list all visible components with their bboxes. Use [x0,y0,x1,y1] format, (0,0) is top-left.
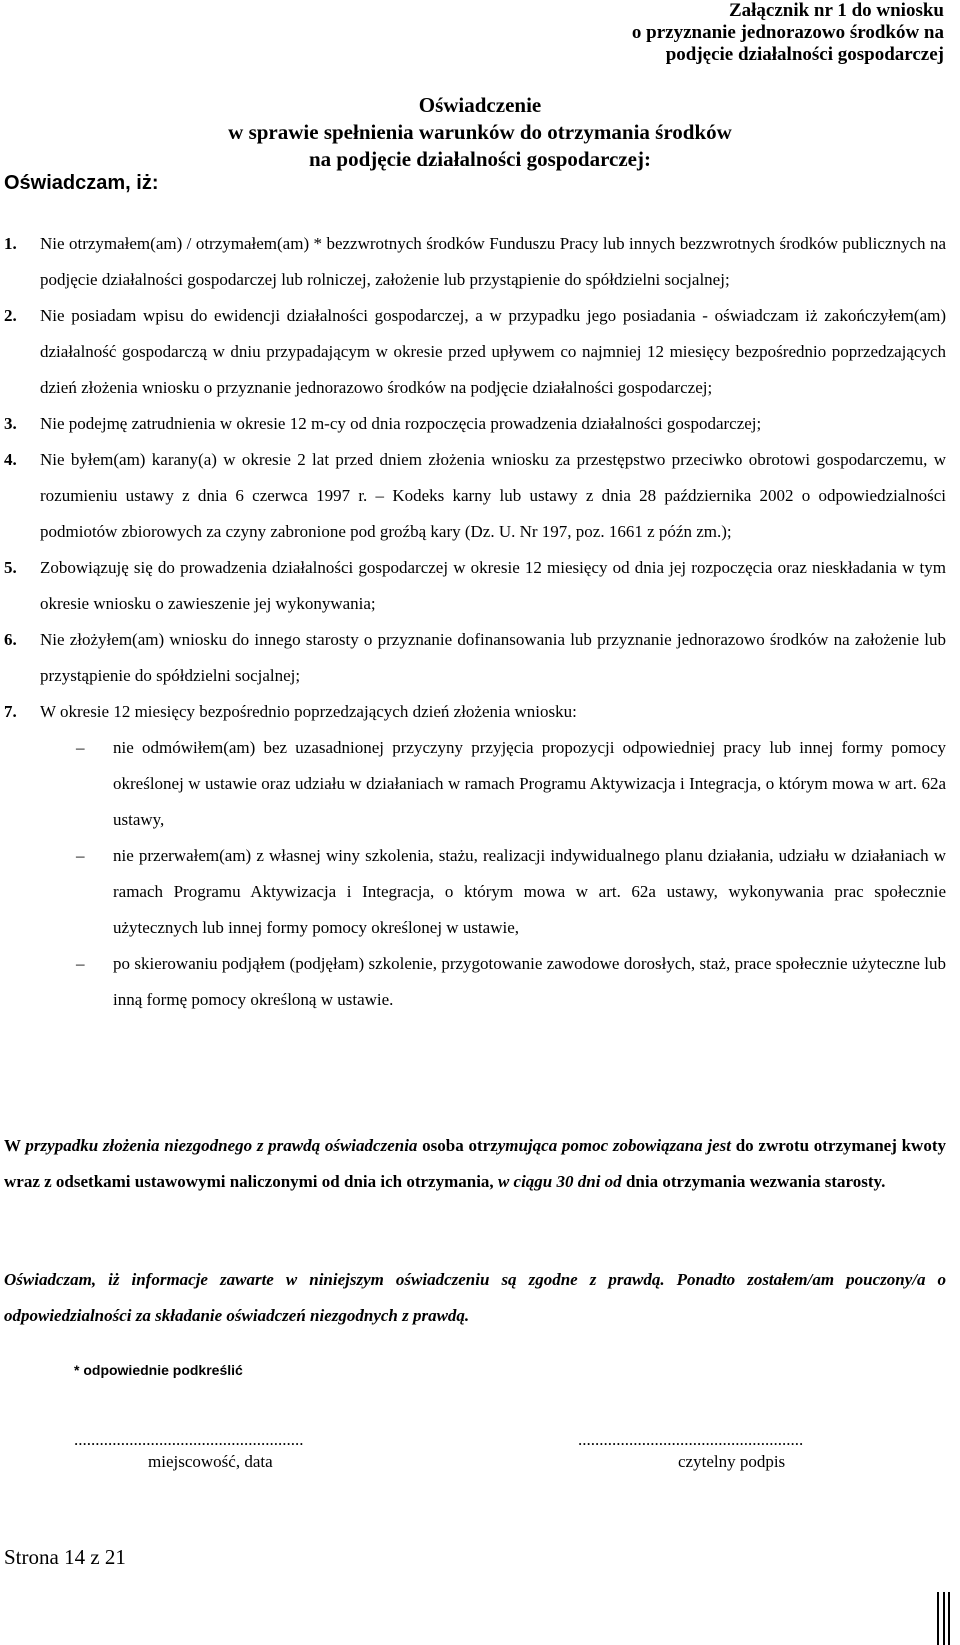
signature-label: czytelny podpis [678,1452,786,1471]
warning-part-italic: przypadku złożenia niezgodnego z prawdą oświadczenia [25,1136,418,1155]
warning-part: osoba otrz [417,1136,498,1155]
annex-line-3: podjęcie działalności gospodarczej [665,44,944,65]
sub-list-item [4,838,946,946]
annex-line-1: Załącznik nr 1 do wniosku [728,0,944,21]
footnote: * odpowiednie podkreślić [74,1362,243,1378]
page-number: Strona 14 z 21 [4,1545,126,1569]
item-text: Nie posiadam wpisu do ewidencji działalności gospodarczej, a w przypadku jego posiadania - oświadczam iż zakończyłem(am) działalność gospodarczą w dniu przypadającym w okresie przed upływem co najmniej 12 miesięcy bezpośrednio poprzedzających dzień złożenia wniosku o przyznanie jednorazowo środków na podjęcie działalności gospodarczej; [40,306,946,397]
sub-list [4,730,946,1018]
list-item [4,622,946,694]
item-text: Nie złożyłem(am) wniosku do innego starosty o przyznanie dofinansowania lub przyznanie jednorazowo środków na założenie lub przystąpienie do spółdzielni socjalnej; [40,630,946,685]
place-date-line: ...................................................... [74,1430,304,1449]
warning-part-italic: w ciągu 30 dni od [497,1172,622,1191]
title-line-3: na podjęcie działalności gospodarczej: [308,147,651,171]
list-item [4,226,946,298]
annex-header [544,0,944,66]
item-text: Nie byłem(am) karany(a) w okresie 2 lat przed dniem złożenia wniosku za przestępstwo przeciwko obrotowi gospodarczemu, w rozumieniu ustawy z dnia 6 czerwca 1997 r. – Kodeks karny lub ustawy z dnia 28 października 2002 o odpowiedzialności podmiotów zbiorowych za czyny zabronione pod groźbą kary (Dz. U. Nr 197, poz. 1661 z późn zm.); [40,450,946,541]
warning-part: dnia otrzymania wezwania starosty. [621,1172,886,1191]
item-text: W okresie 12 miesięcy bezpośrednio poprzedzających dzień złożenia wniosku: [40,702,577,721]
declaration-list [4,226,946,1018]
edge-line [943,1592,945,1645]
title-line-2: w sprawie spełnienia warunków do otrzymania środków [228,120,732,144]
liability-warning [4,1128,946,1200]
warning-part-italic: ymująca pomoc zobowiązana jest [497,1136,731,1155]
item-number: 3. [4,414,17,433]
sub-list-item [4,730,946,838]
list-item [4,694,946,730]
place-date-signature-field [74,1430,374,1472]
item-number: 6. [4,630,17,649]
sub-list-item [4,946,946,1018]
dash-bullet: – [76,738,85,757]
item-number: 1. [4,234,17,253]
warning-part: W [4,1136,26,1155]
item-text: Nie podejmę zatrudnienia w okresie 12 m-cy od dnia rozpoczęcia prowadzenia działalności gospodarczej; [40,414,762,433]
truthfulness-statement: Oświadczam, iż informacje zawarte w niniejszym oświadczeniu są zgodne z prawdą. Ponadto zostałem/am pouczony/a o odpowiedzialności za składanie oświadczeń niezgodnych z prawdą. [4,1270,946,1325]
item-text: Nie otrzymałem(am) / otrzymałem(am) * bezzwrotnych środków Funduszu Pracy lub innych bezzwrotnych środków publicznych na podjęcie działalności gospodarczej lub rolniczej, założenie lub przystąpienie do spółdzielni socjalnej; [40,234,946,289]
item-number: 4. [4,450,17,469]
annex-line-2: o przyznanie jednorazowo środków na [631,22,944,43]
list-item [4,406,946,442]
document-title [0,92,960,173]
item-number: 7. [4,702,17,721]
sub-item-text: po skierowaniu podjąłem (podjęłam) szkolenie, przygotowanie zawodowe dorosłych, staż, prace społecznie użyteczne lub inną formę pomocy określoną w ustawie. [113,954,946,1009]
edge-line [937,1592,939,1645]
list-item [4,442,946,550]
item-number: 2. [4,306,17,325]
item-text: Zobowiązuję się do prowadzenia działalności gospodarczej w okresie 12 miesięcy od dnia jej rozpoczęcia oraz nieskładania w tym okresie wniosku o zawieszenie jej wykonywania; [40,558,946,613]
item-number: 5. [4,558,17,577]
dash-bullet: – [76,954,85,973]
edge-line [948,1592,950,1645]
warning-part: do zwrotu otrzymanej kwoty wraz z odsetkami ustawowymi naliczonymi od dnia ich otrzymania, [4,1136,946,1191]
list-item [4,550,946,622]
signature-line: ..................................................... [578,1430,804,1449]
list-item [4,298,946,406]
title-line-1: Oświadczenie [418,93,542,117]
declaration-intro: Oświadczam, iż: [4,172,159,194]
place-date-label: miejscowość, data [148,1452,273,1471]
sub-item-text: nie przerwałem(am) z własnej winy szkolenia, stażu, realizacji indywidualnego planu działania, udziału w działaniach w ramach Programu Aktywizacja i Integracja, o którym mowa w art. 62a ustawy, wykonywania prac społecznie użytecznych lub innej formy pomocy określonej w ustawie, [113,846,946,937]
dash-bullet: – [76,846,85,865]
legible-signature-field [578,1430,878,1472]
sub-item-text: nie odmówiłem(am) bez uzasadnionej przyczyny przyjęcia propozycji odpowiedniej pracy lub innej formy pomocy określonej w ustawie oraz udziału w działaniach w ramach Programu Aktywizacja i Integracja, o którym mowa w art. 62a ustawy, [113,738,946,829]
